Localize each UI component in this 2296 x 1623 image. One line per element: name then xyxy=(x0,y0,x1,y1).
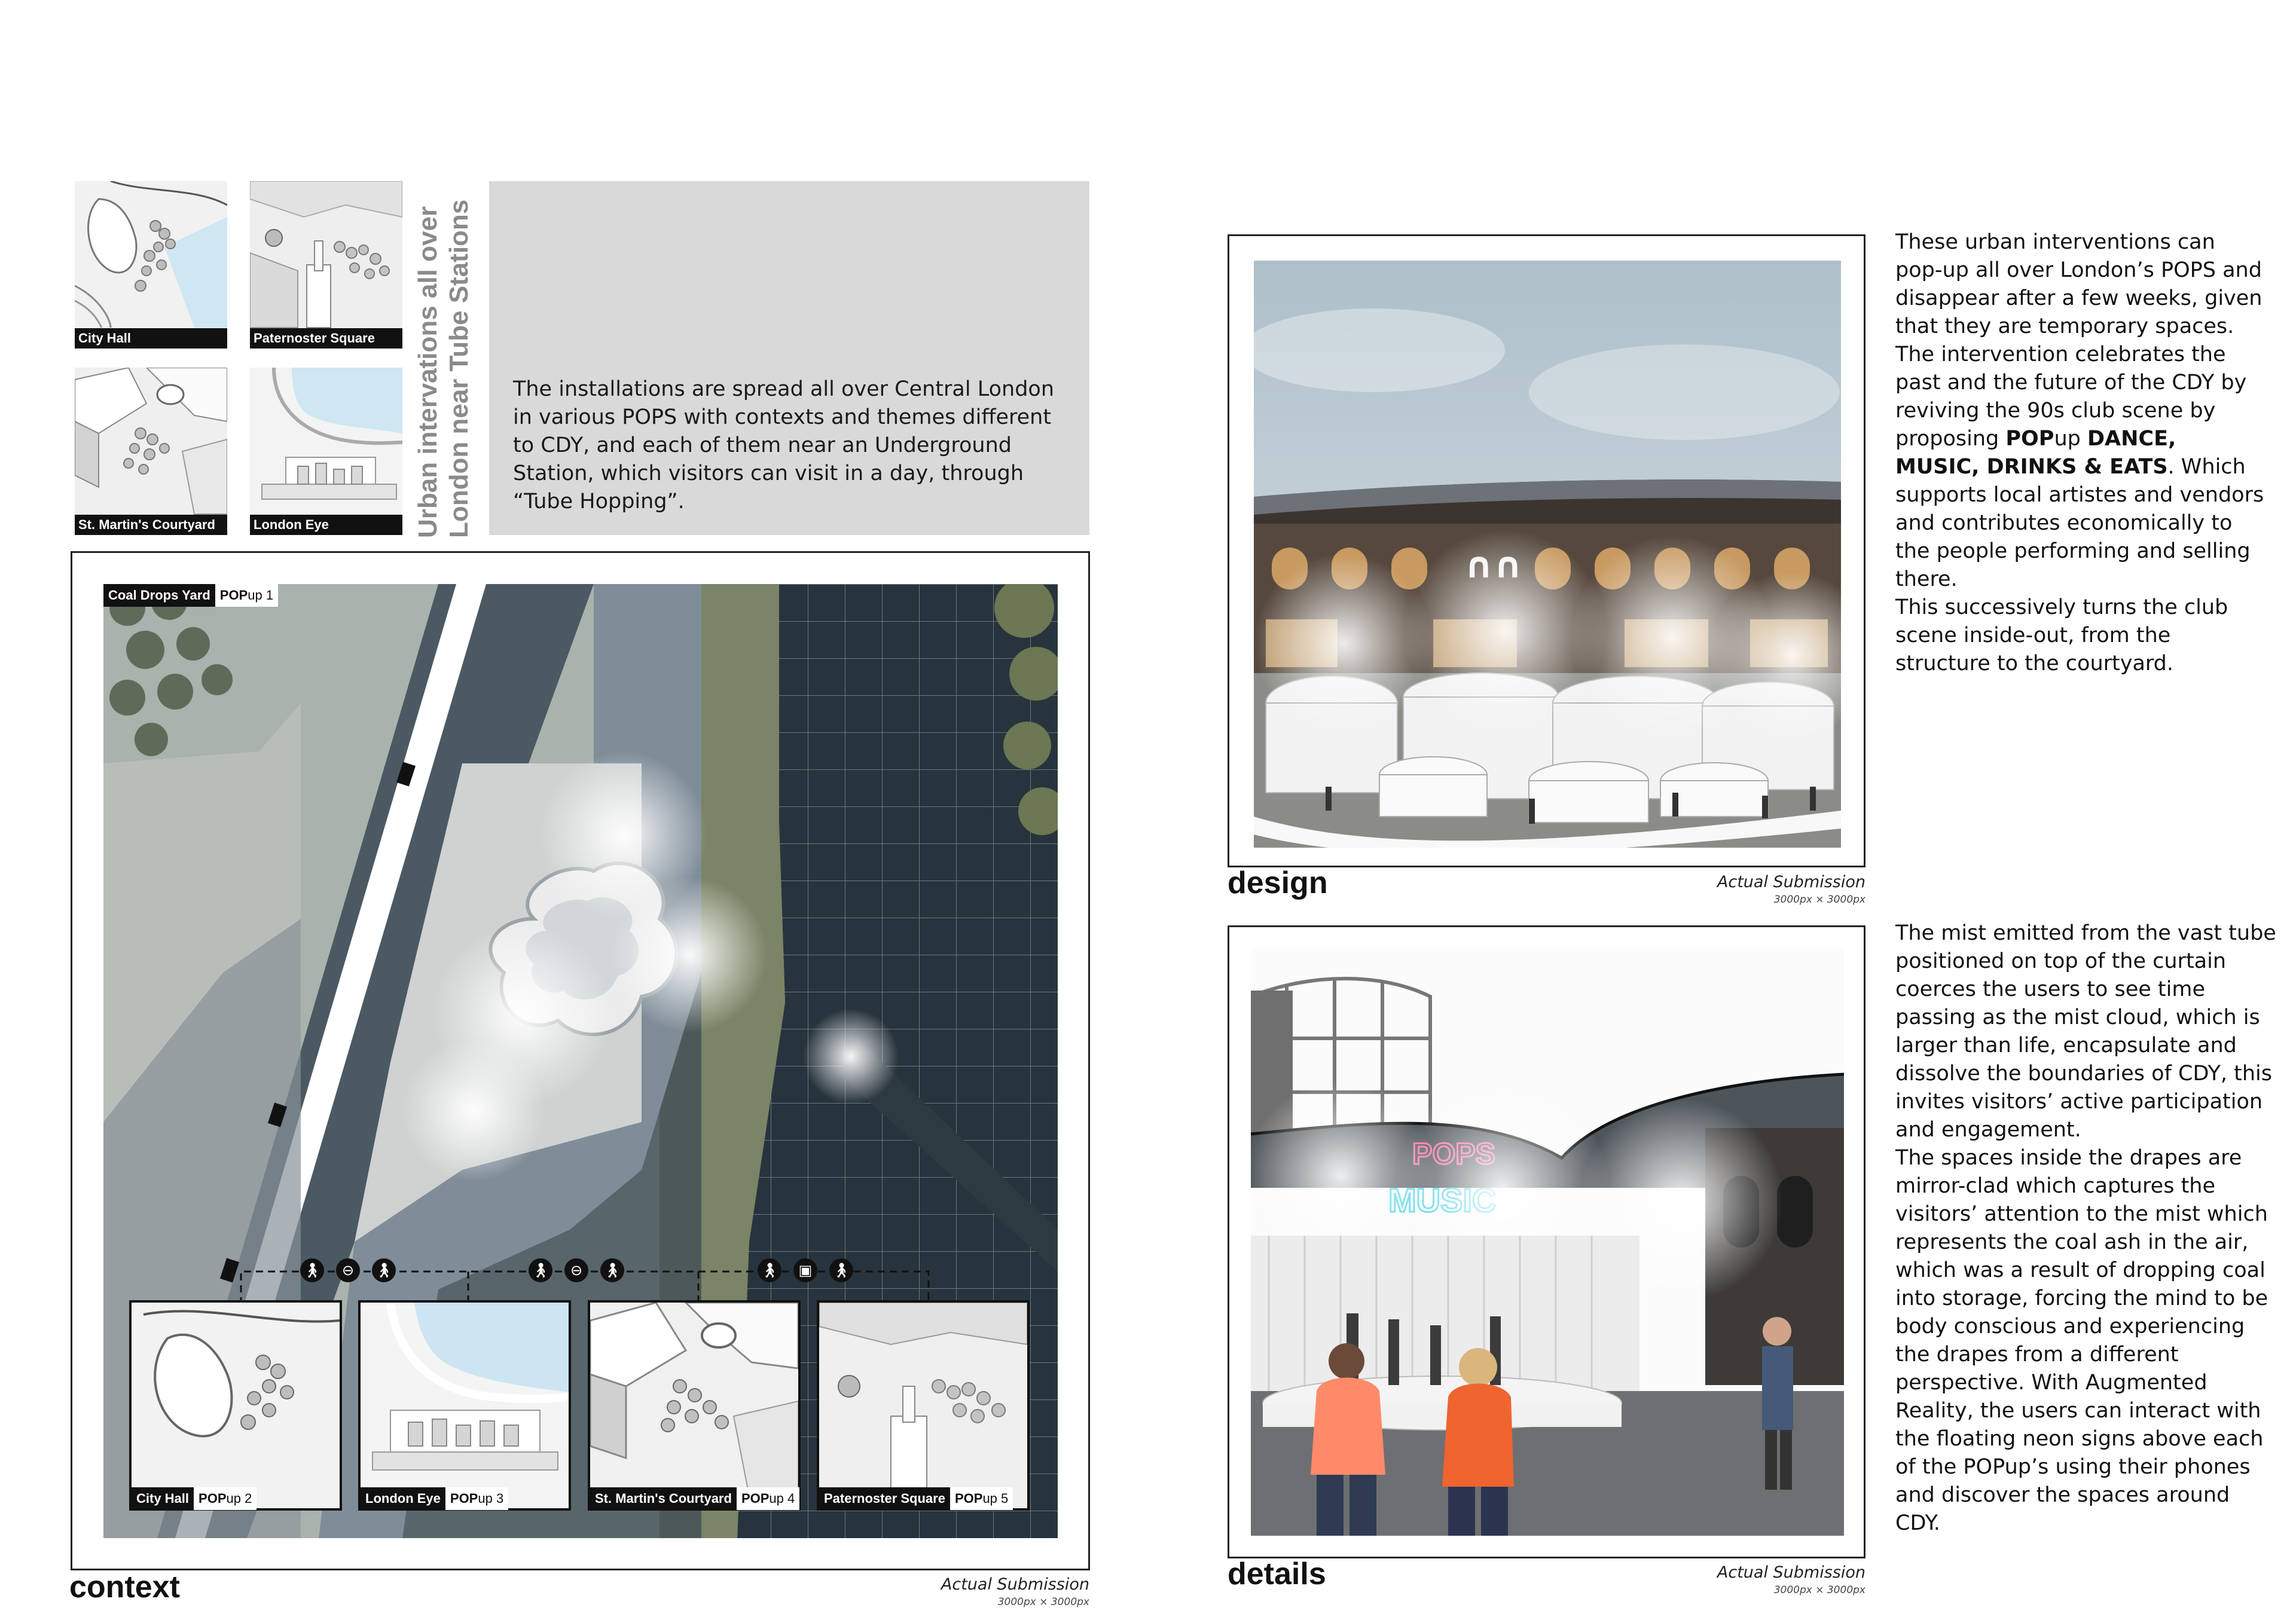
city-hall-axonometric xyxy=(75,181,227,349)
thumb-city-hall xyxy=(75,181,227,349)
context-dimensions: 3000px × 3000px xyxy=(997,1596,1089,1608)
underground-icon: ⊖ xyxy=(564,1258,588,1282)
vertical-title xyxy=(413,179,478,538)
context-submission-note xyxy=(837,1575,1089,1608)
design-text-p3: This successively turns the club scene inside-out, from the structure to the courtyard. xyxy=(1895,595,2228,676)
paternoster-axonometric xyxy=(250,181,402,349)
context-submission-label: Actual Submission xyxy=(941,1575,1089,1594)
thumb-label: St. Martin's Courtyard xyxy=(75,515,227,535)
walk-icon: 🚶︎ xyxy=(829,1258,853,1282)
details-submission-note xyxy=(1614,1563,1866,1596)
bus-icon: ▣ xyxy=(793,1258,817,1282)
design-title: design xyxy=(1228,866,1328,900)
design-submission-note xyxy=(1614,873,1866,906)
walk-icon: 🚶︎ xyxy=(758,1258,781,1282)
inset-st-martins xyxy=(588,1300,801,1511)
inset-st-martins-drawing xyxy=(590,1303,798,1508)
thumb-label: Paternoster Square xyxy=(250,328,402,349)
london-eye-axonometric xyxy=(250,368,402,535)
inset-label-paternoster: Paternoster Square POPup 5 xyxy=(819,1487,1013,1510)
design-dimensions: 3000px × 3000px xyxy=(1773,894,1866,906)
thumb-label: London Eye xyxy=(250,515,402,535)
intro-box xyxy=(489,181,1089,535)
intro-text: The installations are spread all over Central London in various POPS with contexts and themes different to CDY, and each of them near an Underground Station, which visitors can visit in a day, through “Tube Hopping”. xyxy=(513,377,1055,514)
context-frame xyxy=(71,551,1090,1570)
thumb-label: City Hall xyxy=(75,328,227,349)
inset-label-london-eye: London Eye POPup 3 xyxy=(361,1487,508,1510)
vertical-title-line1: Urban intervations all over xyxy=(413,206,442,538)
thumb-st-martins-courtyard xyxy=(75,368,227,535)
inset-city-hall-drawing xyxy=(132,1303,340,1508)
details-text-p1: The mist emitted from the vast tube positioned on top of the curtain coerces the users to see time passing as the mist cloud, which is larger than life, encapsulate and dissolve the boundaries of CDY, this invites visitors’ active participation and engagement. xyxy=(1895,921,2276,1142)
details-description xyxy=(1895,919,2278,1538)
details-dimensions: 3000px × 3000px xyxy=(1773,1584,1866,1596)
st-martins-axonometric xyxy=(75,368,227,535)
main-site-label xyxy=(103,584,278,607)
vertical-title-text xyxy=(413,179,475,538)
walk-icon: 🚶︎ xyxy=(372,1258,396,1282)
design-description xyxy=(1895,228,2266,678)
inset-paternoster-drawing xyxy=(819,1303,1027,1508)
design-render xyxy=(1254,261,1841,848)
design-text-p1: These urban interventions can pop-up all over London’s POPS and disappear after a few weeks, given that they are temporary spaces. xyxy=(1895,230,2263,338)
main-site-place: Coal Drops Yard xyxy=(103,584,215,607)
walk-icon: 🚶︎ xyxy=(600,1258,624,1282)
main-site-pop: POPup 1 xyxy=(215,584,278,607)
inset-london-eye-drawing xyxy=(361,1303,569,1508)
thumb-london-eye xyxy=(250,368,402,535)
design-text-p2: The intervention celebrates the past and the future of the CDY by reviving the 90s club scene by proposing POPup DANCE, MUSIC, DRINKS & EATS. Which supports local artistes and vendors and contributes economically to the people performing and selling there. xyxy=(1895,343,2264,591)
details-text-p2: The spaces inside the drapes are mirror-clad which captures the visitors’ attention to the mist which represents the coal ash in the air, which was a result of dropping coal into storage, forcing the mind to be body conscious and experiencing the drapes from a different perspective. With Augmented Reality, the users can interact with the floating neon signs above each of the POPup’s using their phones and discover the spaces around CDY. xyxy=(1895,1146,2268,1535)
walk-icon: 🚶︎ xyxy=(300,1258,324,1282)
inset-label-city-hall: City Hall POPup 2 xyxy=(132,1487,257,1510)
details-submission-label: Actual Submission xyxy=(1717,1563,1866,1582)
inset-london-eye xyxy=(358,1300,571,1511)
underground-icon: ⊖ xyxy=(336,1258,360,1282)
vertical-title-line2: London near Tube Stations xyxy=(444,199,474,538)
inset-city-hall xyxy=(129,1300,342,1511)
inset-label-st-martins: St. Martin's Courtyard POPup 4 xyxy=(590,1487,799,1510)
design-frame xyxy=(1228,234,1866,867)
details-title: details xyxy=(1228,1557,1326,1591)
details-frame xyxy=(1228,925,1866,1558)
inset-paternoster xyxy=(817,1300,1030,1511)
thumb-paternoster-square xyxy=(250,181,402,349)
walk-icon: 🚶︎ xyxy=(529,1258,552,1282)
context-title: context xyxy=(69,1570,180,1604)
design-submission-label: Actual Submission xyxy=(1717,873,1866,891)
details-render xyxy=(1251,949,1844,1536)
